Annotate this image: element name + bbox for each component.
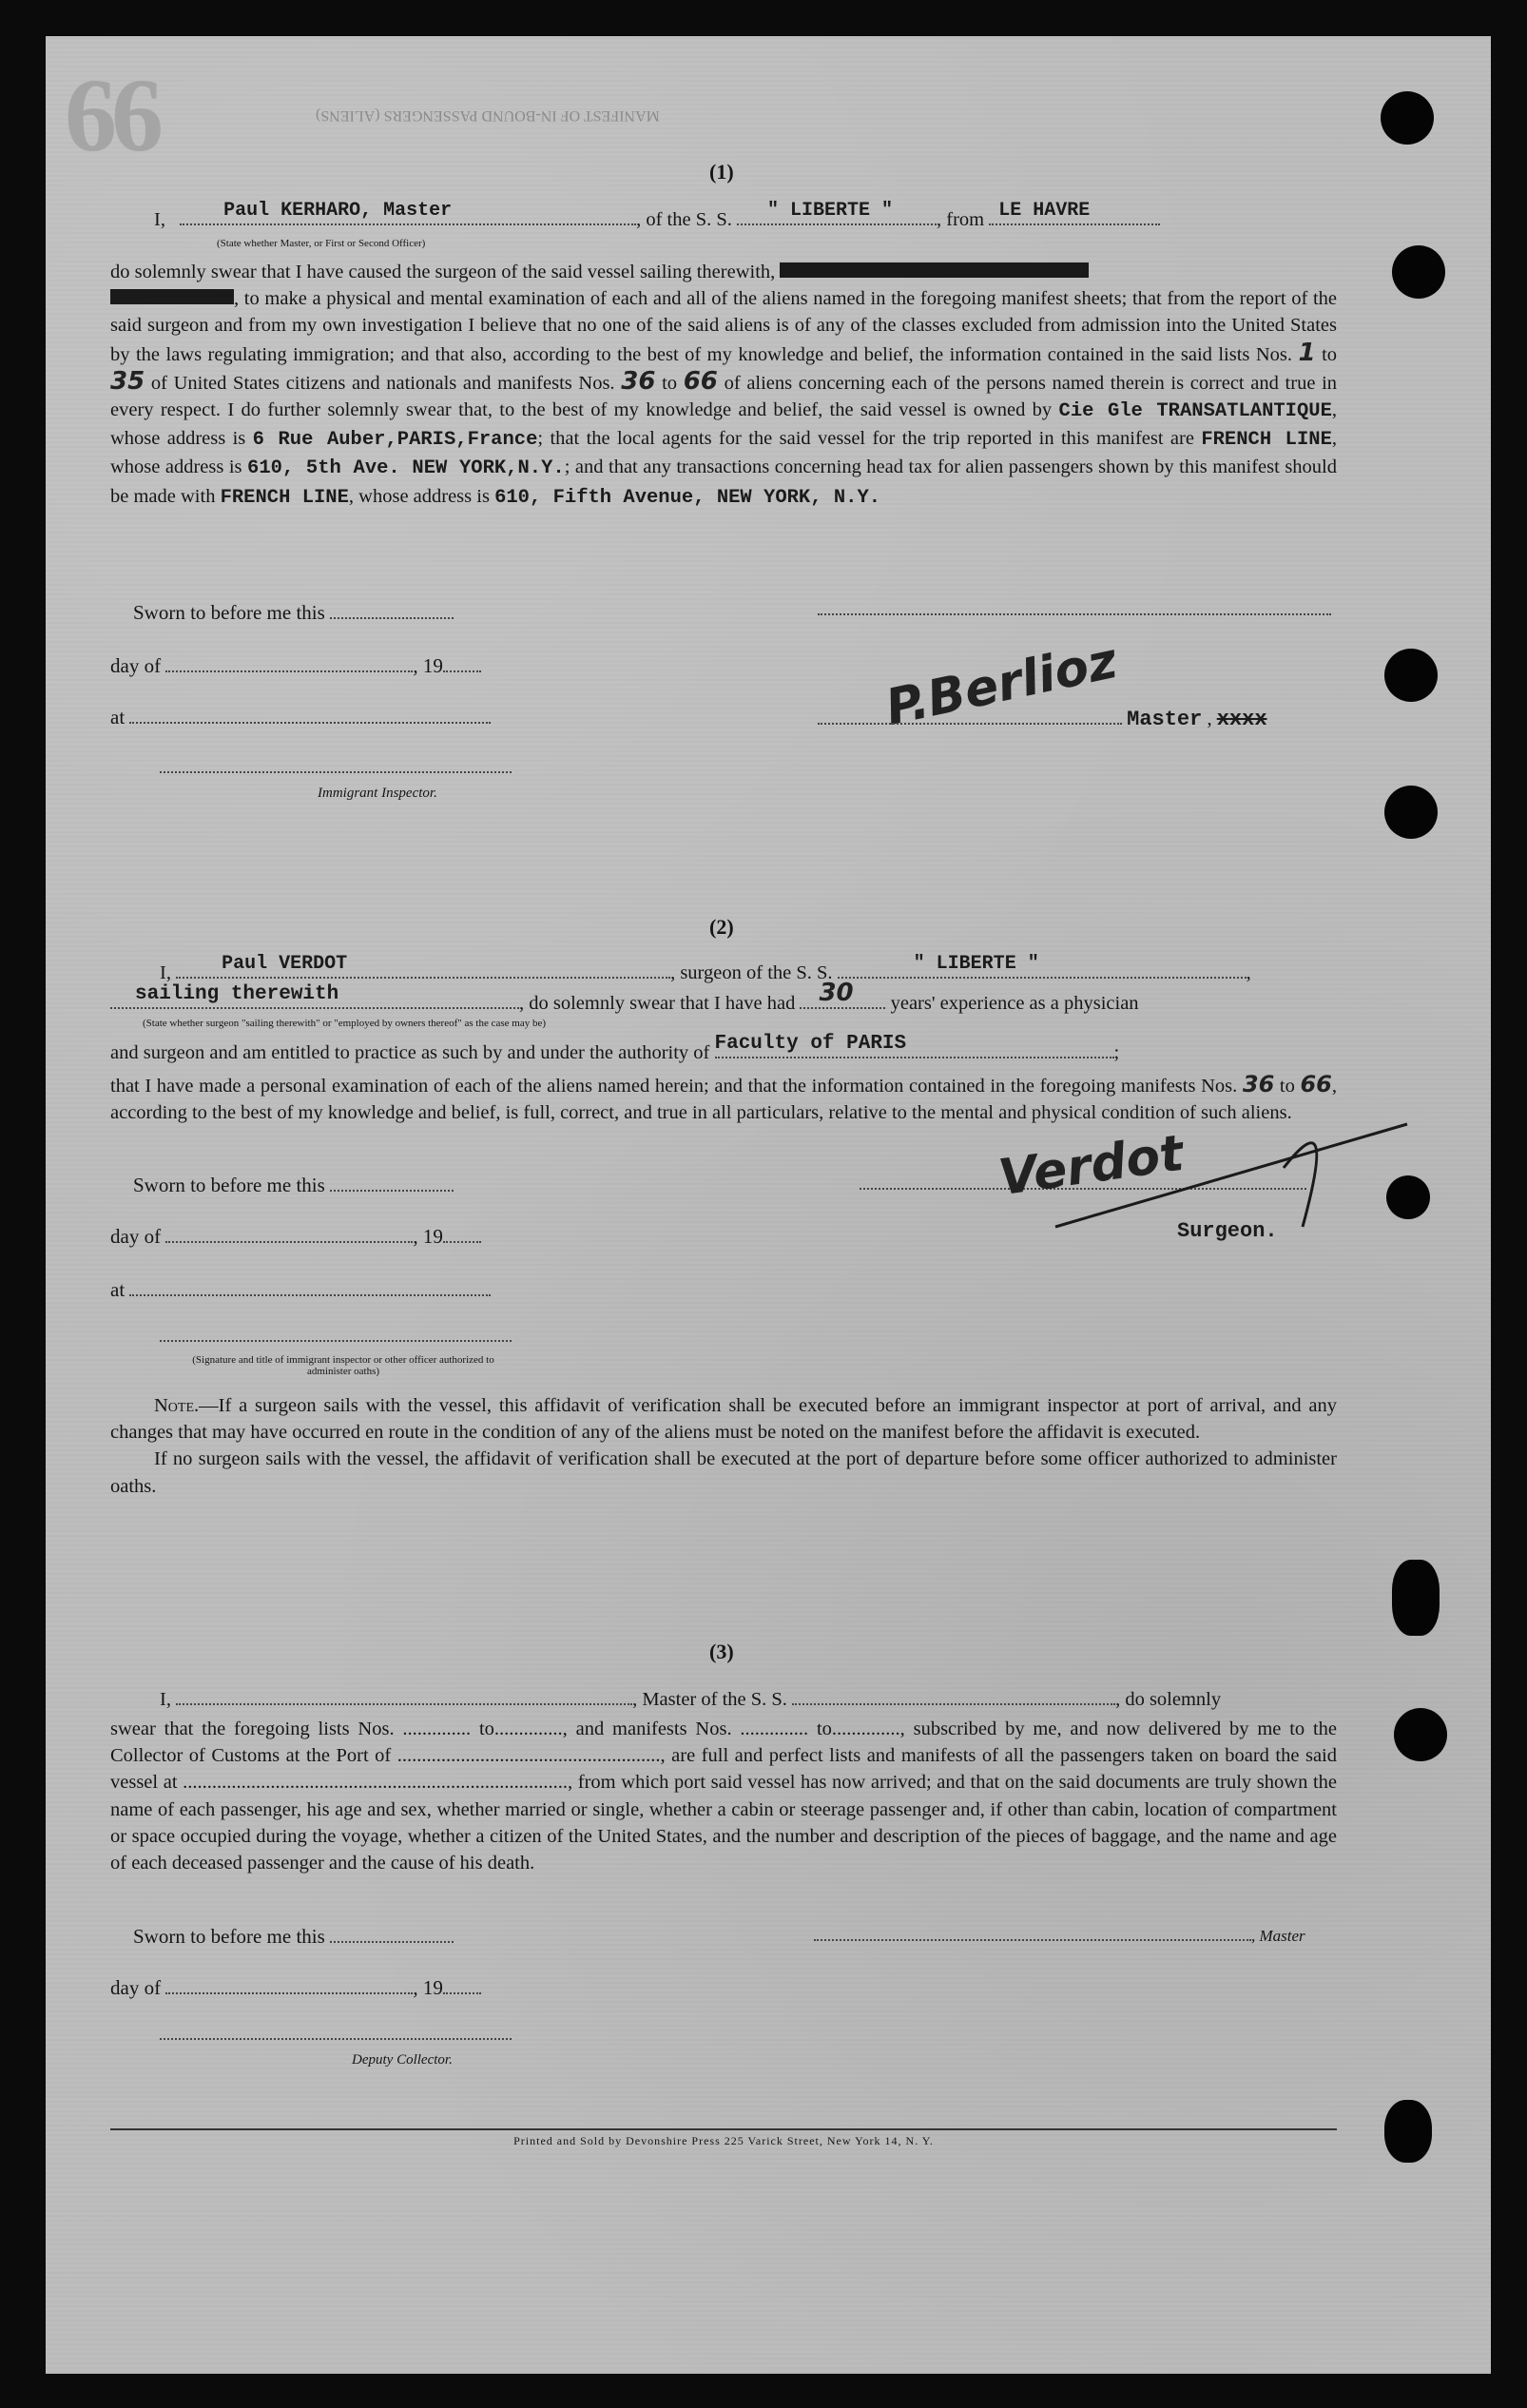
at-label-2: at <box>110 1278 491 1302</box>
master-title-line: Master , xxxx <box>818 708 1267 731</box>
binder-hole <box>1392 245 1445 299</box>
binder-hole <box>1384 2100 1432 2163</box>
master-title: Master <box>1127 708 1203 731</box>
surgeon-signature-stroke <box>1046 1113 1417 1236</box>
surgeon-name-field: Paul VERDOT <box>176 977 670 979</box>
collector-label: Deputy Collector. <box>352 2052 453 2068</box>
officer-line <box>160 1326 512 1348</box>
officer-note: (Signature and title of immigrant inspector or other officer authorized to administer oaths) <box>192 1354 494 1377</box>
lists-from: 1 <box>1298 338 1316 367</box>
surgeon-status-field: sailing therewith <box>110 1007 519 1009</box>
day-of-label-2: day of , 19 <box>110 1225 481 1249</box>
experience-years: 30 <box>819 979 854 1007</box>
ship-name-field: " LIBERTE " <box>737 223 937 225</box>
authority: Faculty of PARIS <box>714 1033 907 1055</box>
master-line <box>154 200 1160 231</box>
manifest-number-stamp: 66 <box>65 57 158 173</box>
manifests-to: 66 <box>683 366 718 396</box>
sworn-label-2: Sworn to before me this <box>133 1174 454 1197</box>
binder-hole <box>1384 786 1438 839</box>
surgeon-to: 66 <box>1300 1071 1332 1097</box>
sworn-label-3: Sworn to before me this <box>133 1925 454 1949</box>
headtax-address: 610, Fifth Avenue, NEW YORK, N.Y. <box>494 486 881 509</box>
section-3-line: I, , Master of the S. S. , do solemnly <box>160 1689 1222 1710</box>
surgeon-status-line: sailing therewith , do solemnly swear that I have had 30 years' experience as a physician <box>110 993 1139 1015</box>
manifest-title: MANIFEST OF IN-BOUND PASSENGERS (ALIENS) <box>316 107 660 124</box>
authority-line: and surgeon and am entitled to practice as such by and under the authority of Faculty of PARIS ; <box>110 1033 1120 1063</box>
inspector-line <box>160 757 512 779</box>
inspector-label: Immigrant Inspector. <box>318 786 437 801</box>
binder-hole <box>1384 649 1438 702</box>
binder-hole <box>1381 91 1434 145</box>
day-of-label-3: day of , 19 <box>110 1976 481 2000</box>
section-1-number: (1) <box>709 160 734 184</box>
section-2-number: (2) <box>709 915 734 939</box>
manifests-from: 36 <box>621 366 656 396</box>
agents-address: 610, 5th Ave. NEW YORK,N.Y. <box>247 457 565 480</box>
collector-line <box>160 2024 512 2046</box>
master-note: (State whether Master, or First or Second Officer) <box>217 238 426 249</box>
binder-hole <box>1394 1708 1447 1761</box>
lists-to: 35 <box>110 366 145 396</box>
surgeon-title: Surgeon. <box>1177 1219 1278 1243</box>
binder-hole <box>1392 1560 1440 1636</box>
status-note: (State whether surgeon "sailing therewith" or "employed by owners thereof" as the case may be) <box>143 1018 547 1029</box>
surgeon-signature: Verdot <box>995 1124 1188 1208</box>
footer-rule <box>110 2128 1337 2130</box>
sworn-label-1: Sworn to before me this <box>133 601 454 625</box>
port-field: LE HAVRE <box>989 223 1160 225</box>
surgeon-line: I, Paul VERDOT , surgeon of the S. S. " LIBERTE " , <box>160 953 1251 983</box>
section-3-body: swear that the foregoing lists Nos. .............. to.............., and manifests Nos. .............. to.............., subscribed by me, and now delivered by me to the Collector of Customs at the Port of ......................................................, are full and perfect lists and manifests of all the passengers taken on board the said vessel at ..............................................................................., from which port said vessel has now arrived; and that on the said documents are truly shown the name of each passenger, his age and sex, whether married or single, whether a cabin or steerage passenger and, if other than cabin, location of compartment or space occupied during the voyage, whether a citizen of the United States, and the number and description of the pieces of baggage, and the name and age of each deceased passenger and the cause of his death. <box>110 1719 1337 1874</box>
printer-imprint: Printed and Sold by Devonshire Press 225 Varick Street, New York 14, N. Y. <box>513 2134 934 2147</box>
section-2-body: that I have made a personal examination of each of the aliens named herein; and that the information contained in the foregoing manifests Nos. 36 to 66, according to the best of my knowledge and belief, is full, correct, and true in all particulars, relative to the mental and physical condition of such aliens. <box>110 1071 1338 1124</box>
headtax-with: FRENCH LINE <box>220 486 349 509</box>
from-label: , from <box>937 209 985 230</box>
master-name-field: Paul KERHARO, Master <box>180 223 636 225</box>
at-label-1: at <box>110 706 491 729</box>
section-1-body: do solemnly swear that I have caused the surgeon of the said vessel sailing therewith, , to make a physical and mental examination of each and all of the aliens named in the foregoing manifest sheets; that from the report of the said surgeon and from my own investigation I believe that no one of the said aliens is of any of the classes excluded from admission into the United States by the laws regulating immigration; and that also, according to the best of my knowledge and belief, the information contained in the said lists Nos. 1 to 35 of United States citizens and nationals and manifests Nos. 36 to 66 of aliens concerning each of the persons named therein is correct and true in every respect. I do further solemnly swear that, to the best of my knowledge and belief, the said vessel is owned by Cie Gle TRANSATLANTIQUE, whose address is 6 Rue Auber,PARIS,France; that the local agents for the said vessel for the trip reported in this manifest are FRENCH LINE, whose address is 610, 5th Ave. NEW YORK,N.Y.; and that any transactions concerning head tax for alien passengers shown by this manifest should be made with FRENCH LINE, whose address is 610, Fifth Avenue, NEW YORK, N.Y. <box>110 262 1338 509</box>
surgeon-ship-field: " LIBERTE " <box>838 977 1247 979</box>
agents-name: FRENCH LINE <box>1201 429 1332 452</box>
day-of-label-1: day of , 19 <box>110 654 481 678</box>
master-signature-line <box>818 599 1331 621</box>
note-paragraph: Note.—If a surgeon sails with the vessel, this affidavit of verification shall be executed before an immigrant inspector at port of arrival, and any changes that may have occurred en route in the condition of any of the aliens must be noted on the manifest before the affidavit is executed. If no surgeon sails with the vessel, the affidavit of verification shall be executed at the port of departure before some officer authorized to administer oaths. <box>110 1395 1337 1497</box>
owner-name: Cie Gle TRANSATLANTIQUE <box>1058 400 1332 423</box>
i-label: I, <box>154 209 165 230</box>
of-ss-label: , of the S. S. <box>636 209 732 230</box>
owner-address: 6 Rue Auber,PARIS,France <box>252 429 538 452</box>
master-signature: P.Berlioz <box>880 632 1123 737</box>
section-3-master-line: , Master <box>814 1925 1305 1947</box>
section-3-number: (3) <box>709 1640 734 1663</box>
surgeon-from: 36 <box>1242 1071 1275 1097</box>
